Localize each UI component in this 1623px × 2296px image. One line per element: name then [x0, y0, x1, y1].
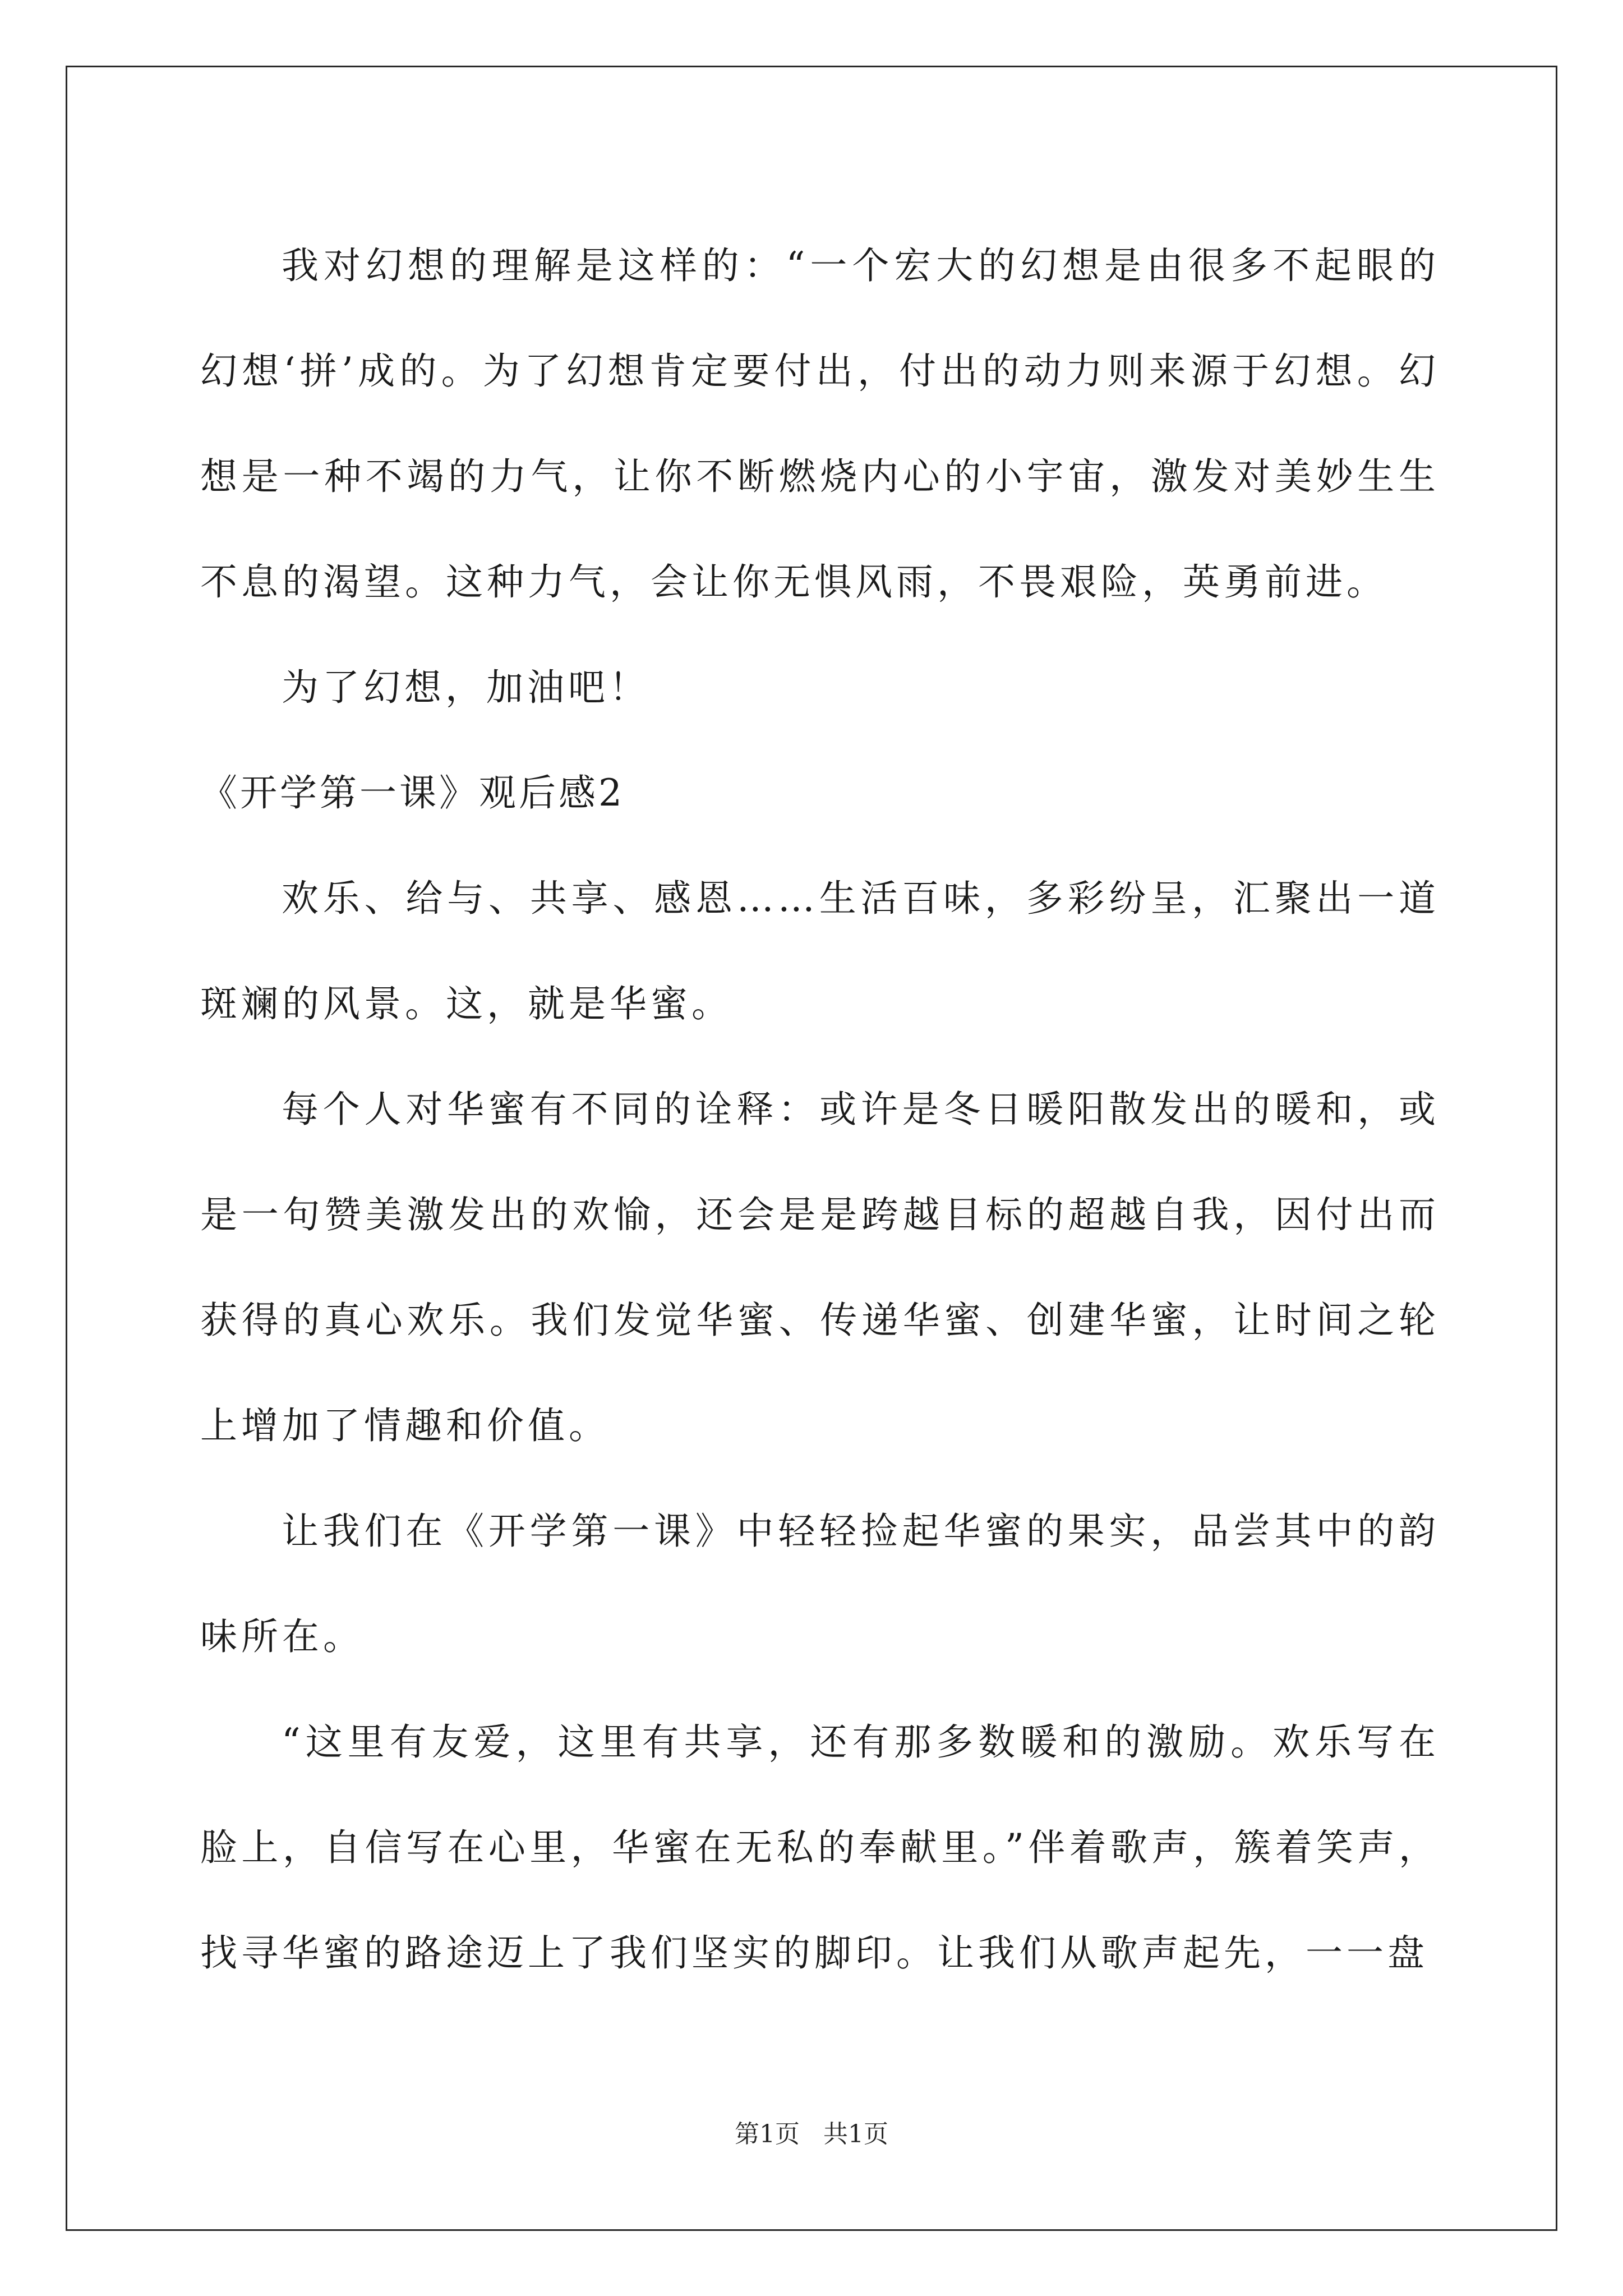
- paragraph-dream-understanding: 我对幻想的理解是这样的：“一个宏大的幻想是由很多不起眼的幻想‘拼’成的。为了幻想肯定要付出，付出的动力则来源于幻想。幻想是一种不竭的力气，让你不断燃烧内心的小宇宙，激发对美妙生生不息的渴望。这种力气，会让你无惧风雨，不畏艰险，英勇前进。: [200, 244, 1440, 604]
- paragraph-happiness-intro: 欢乐、给与、共享、感恩……生活百味，多彩纷呈，汇聚出一道斑斓的风景。这，就是华蜜。: [200, 877, 1440, 1025]
- paragraph-song-quote: “这里有友爱，这里有共享，还有那多数暖和的激励。欢乐写在脸上，自信写在心里，华蜜在无私的奉献里。”伴着歌声，簇着笑声，找寻华蜜的路途迈上了我们坚实的脚印。让我们从歌声起先，一一盘: [200, 1720, 1440, 1975]
- paragraph-cheer: 为了幻想，加油吧！: [282, 666, 650, 709]
- paragraph-first-lesson: 让我们在《开学第一课》中轻轻捡起华蜜的果实，品尝其中的韵味所在。: [200, 1510, 1440, 1658]
- page-footer: 第1页 共1页: [735, 2120, 888, 2148]
- document-body: [200, 213, 1440, 2006]
- paragraph-happiness-interpretation: 每个人对华蜜有不同的诠释：或许是冬日暖阳散发出的暖和，或是一句赞美激发出的欢愉，还会是是跨越目标的超越自我，因付出而获得的真心欢乐。我们发觉华蜜、传递华蜜、创建华蜜，让时间之轮上增加了情趣和价值。: [200, 1088, 1440, 1447]
- section-heading: 《开学第一课》观后感2: [200, 771, 625, 815]
